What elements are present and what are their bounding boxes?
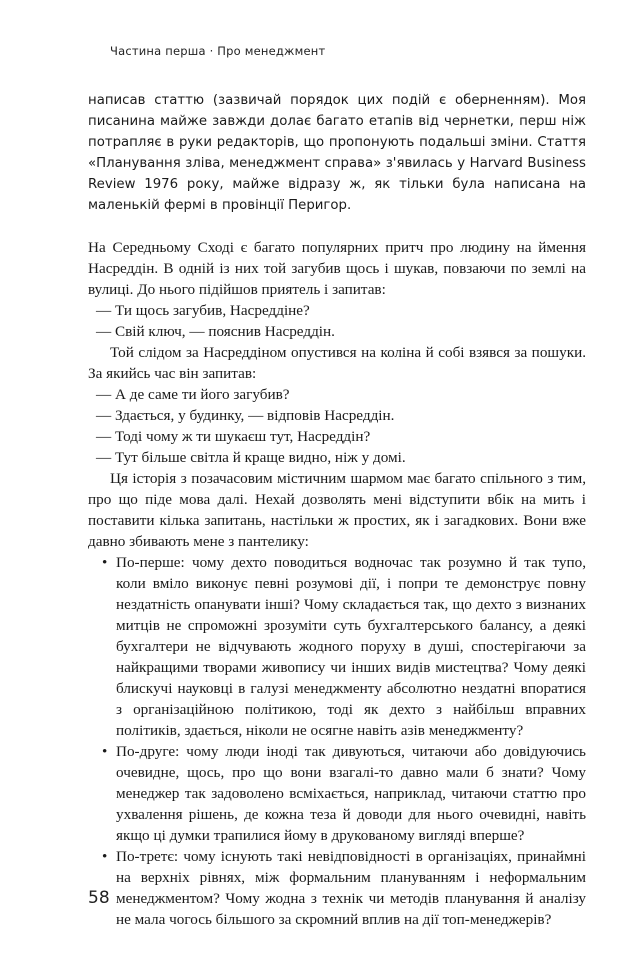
intro-paragraph: написав статтю (зазвичай порядок цих подій є оберненням). Моя писанина майже завжди долає багато етапів від чернетки, перш ніж потрапляє в руки редакторів, що пропонують подальші зміни. Стаття «Планування зліва, менеджмент справа» з'явилась у Harvard Business Review 1976 року, майже відразу ж, як тільки була написана на маленькій фермі в провінції Перигор.	[88, 93, 586, 213]
dialog-line: — Тут більше світла й краще видно, ніж у домі.	[96, 449, 406, 466]
list-item	[88, 741, 586, 846]
main-text-block	[88, 237, 586, 930]
bullet-icon: •	[102, 848, 108, 865]
story-opening-paragraph: На Середньому Сході є багато популярних притч про людину на ймення Насреддін. В одній із них той загубив щось і шукав, повзаючи по землі на вулиці. До нього підійшов приятель і запитав:	[88, 239, 586, 298]
list-item	[88, 846, 586, 930]
bullet-icon: •	[102, 554, 108, 571]
intro-paragraph-block	[88, 90, 586, 216]
dialog-line: — Здається, у будинку, — відповів Насреддін.	[96, 407, 395, 424]
story-middle-paragraph: Той слідом за Насреддіном опустився на коліна й собі взявся за пошуки. За якийсь час він запитав:	[88, 344, 586, 382]
dialog-line: — Ти щось загубив, Насреддіне?	[96, 302, 310, 319]
running-header: Частина перша · Про менеджмент	[110, 44, 326, 58]
story-reflection-paragraph: Ця історія з позачасовим містичним шармом має багато спільного з тим, про що піде мова далі. Нехай дозволять мені відступити вбік на мить і поставити кілька запитань, настільки ж простих, як і загадкових. Вони вже давно збивають мене з пантелику:	[88, 470, 586, 550]
dialog-line: — Тоді чому ж ти шукаєш тут, Насреддін?	[96, 428, 371, 445]
page-number: 58	[88, 888, 110, 908]
dialog-line: — Свій ключ, — пояснив Насреддін.	[96, 323, 335, 340]
bullet-icon: •	[102, 743, 108, 760]
question-text: По-перше: чому дехто поводиться водночас так розумно й так тупо, коли вміло виконує певні розумові дії, і попри те демонструє повну нездатність опанувати інші? Чому складається так, що дехто з визнаних митців не спроможні зрозуміти суть бухгалтерського балансу, а деякі бухгалтери не відчувають жодного поруху в душі, спостерігаючи за найкращими творами живопису чи інших видів мистецтва? Чому деякі блискучі науковці в галузі менеджменту абсолютно нездатні впоратися з організаційною політикою, тоді як дехто з найбільш вправних політиків, здається, ніколи не осягне навіть азів менеджменту?	[116, 554, 586, 739]
question-text: По-друге: чому люди іноді так дивуються, читаючи або довідуючись очевидне, щось, про що вони взагалі-то давно мали б знати? Чому менеджер так задоволено всміхається, наприклад, читаючи статтю про ухвалення рішень, де кожна теза й доводи для нього очевидні, навіть якщо ці думки трапилися йому в друкованому вигляді вперше?	[116, 743, 586, 844]
list-item	[88, 552, 586, 741]
question-text: По-третє: чому існують такі невідповідності в організаціях, принаймні на верхніх рівнях, між формальним плануванням і неформальним менеджментом? Чому жодна з технік чи методів планування й аналізу не мала чогось більшого за скромний вплив на дії топ-менеджерів?	[116, 848, 586, 928]
questions-list	[88, 552, 586, 930]
dialog-line: — А де саме ти його загубив?	[96, 386, 290, 403]
